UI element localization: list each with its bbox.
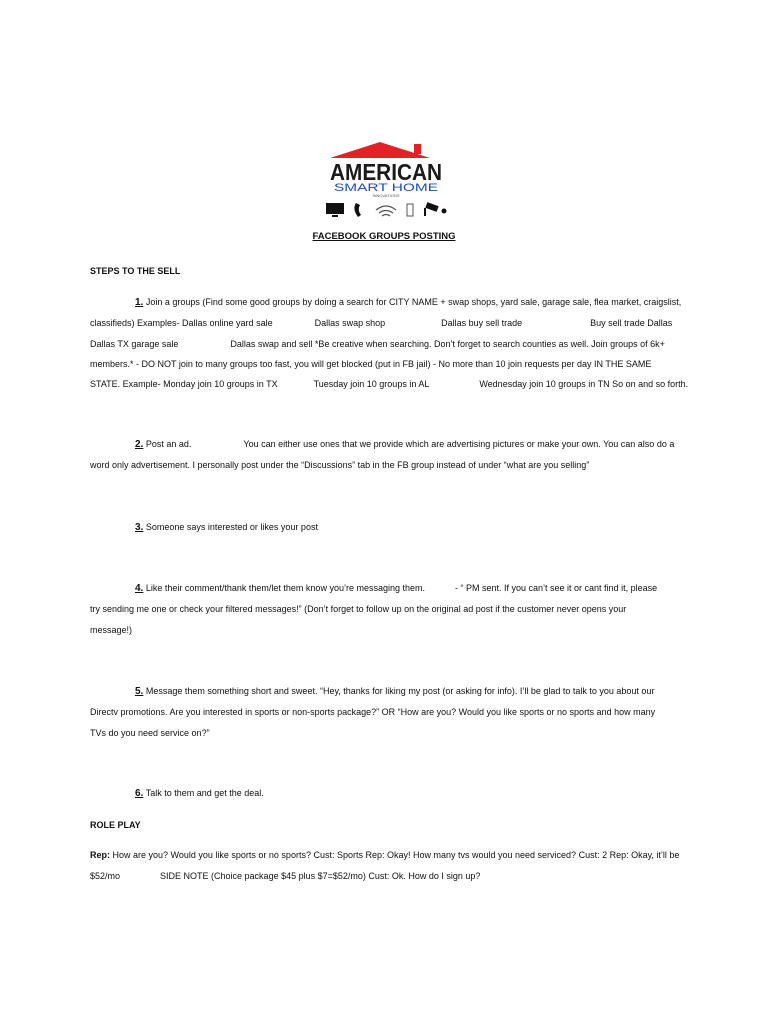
door-icon [407, 204, 413, 216]
role-play-heading: ROLE PLAY [90, 820, 141, 830]
step-text: - “ PM sent. If you can’t see it or cant find it, please [455, 583, 658, 593]
step-text: classifieds) Examples- Dallas online yard sale [90, 318, 273, 329]
steps-heading: STEPS TO THE SELL [90, 266, 181, 276]
step-text: TVs do you need service on?” [90, 727, 210, 738]
step-text: You can either use ones that we provide which are advertising pictures or make your own. You can also do a [243, 439, 675, 449]
document-title: FACEBOOK GROUPS POSTING [312, 231, 456, 242]
step-1 [90, 292, 690, 394]
step-text: Post an ad. [145, 439, 192, 449]
logo-word-top: AMERICAN [330, 159, 442, 185]
step-number: 1. [135, 297, 144, 308]
step-3 [90, 517, 690, 538]
step-text: Someone says interested or likes your post [145, 522, 318, 532]
security-camera-icon [424, 202, 447, 216]
step-text: members.* - DO NOT join to many groups too fast, you will get blocked (put in FB jail) - No more than 10 join requests per day IN THE SAME [90, 358, 652, 369]
step-text: word only advertisement. I personally post under the “Discussions” tab in the FB group instead of under “what are you selling” [90, 460, 590, 471]
step-text: Dallas buy sell trade [441, 318, 523, 329]
role-play-line: SIDE NOTE (Choice package $45 plus $7=$52/mo) Cust: Ok. How do I sign up? [160, 871, 481, 881]
step-4 [90, 578, 690, 640]
step-5 [90, 681, 690, 743]
step-text: message!) [90, 624, 133, 635]
step-number: 6. [135, 788, 144, 799]
company-logo [320, 140, 454, 222]
step-2 [90, 434, 690, 476]
step-number: 3. [135, 522, 144, 533]
role-play-line: $52/mo [90, 871, 121, 881]
step-text: Tuesday join 10 groups in AL [313, 379, 430, 390]
rep-label: Rep: [90, 850, 110, 860]
step-text: Talk to them and get the deal. [145, 788, 264, 798]
step-text: try sending me one or check your filtered messages!” (Don’t forget to follow up on the original ad post if the customer never opens your [90, 604, 627, 615]
role-play-text [90, 845, 690, 887]
step-text: Dallas swap shop [314, 318, 386, 329]
step-text: Like their comment/thank them/let them know you’re messaging them. [145, 583, 425, 593]
logo-word-bottom: SMART HOME [334, 182, 438, 194]
phone-icon [354, 203, 361, 217]
step-6 [90, 783, 690, 804]
step-text: STATE. Example- Monday join 10 groups in TX [90, 379, 278, 390]
role-play-line: How are you? Would you like sports or no sports? Cust: Sports Rep: Okay! How many tvs would you need serviced? Cust: 2 Rep: Okay, it’ll be [112, 850, 680, 860]
step-number: 5. [135, 686, 144, 697]
step-text: Message them something short and sweet. “Hey, thanks for liking my post (or asking for info). I’ll be glad to talk to you about our [145, 686, 655, 696]
tv-icon [326, 203, 344, 217]
step-text: Dallas TX garage sale [90, 338, 179, 349]
step-text: Directv promotions. Are you interested in sports or non-sports package?” OR “How are you? Would you like sports or no sports and how many [90, 707, 656, 718]
step-text: Wednesday join 10 groups in TN So on and so forth. [479, 379, 689, 390]
step-text: Buy sell trade Dallas [590, 318, 673, 329]
step-number: 4. [135, 583, 144, 594]
step-number: 2. [135, 439, 144, 450]
logo-tagline: INNOVATIONS [372, 193, 400, 198]
step-text: Dallas swap and sell *Be creative when searching. Don’t forget to search counties as well. Join groups of 6k+ [230, 338, 665, 349]
step-text: Join a groups (Find some good groups by doing a search for CITY NAME + swap shops, yard sale, garage sale, flea market, craigslist, [145, 297, 682, 307]
wifi-icon [376, 206, 396, 216]
